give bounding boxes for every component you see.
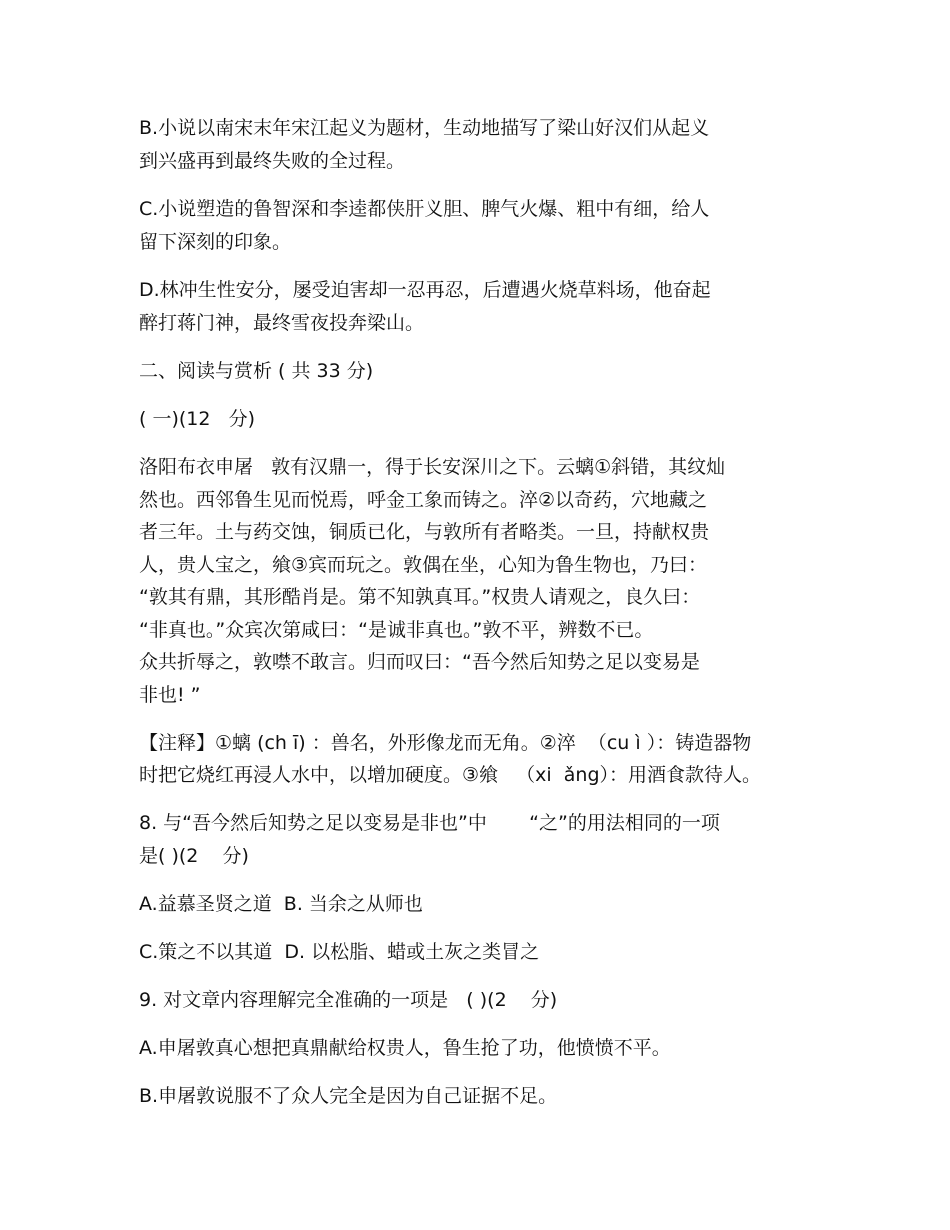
passage-line: 然也。西邻鲁生见而悦焉，呼金工象而铸之。淬②以奇药，穴地藏之 (139, 489, 708, 511)
passage-line: 洛阳布衣申屠 敦有汉鼎一，得于长安深川之下。云螭①斜错，其纹灿 (139, 456, 726, 478)
question-9-option-a: A.申屠敦真心想把真鼎献给权贵人，鲁生抢了功，他愤愤不平。 (139, 1037, 671, 1059)
question-8-options-cd: C.策之不以其道 D. 以松脂、蜡或土灰之类冒之 (139, 941, 540, 963)
passage-line: “非真也。”众宾次第咸曰：“是诚非真也。”敦不平，辨数不已。 (139, 619, 654, 641)
annotation-line: 【注释】①螭 (ch ī) ：兽名，外形像龙而无角。②淬 （cu ì ）：铸造器物 (139, 732, 752, 754)
subsection-heading: ( 一)(12 分) (139, 408, 255, 430)
option-d-line-2: 醉打蒋门神，最终雪夜投奔梁山。 (139, 312, 425, 334)
option-d-line-1: D.林冲生性安分，屡受迫害却一忍再忍，后遭遇火烧草料场，他奋起 (139, 279, 711, 301)
passage-line: “敦其有鼎，其形酷肖是。第不知孰真耳。”权贵人请观之，良久曰： (139, 586, 701, 608)
option-c-line-1: C.小说塑造的鲁智深和李逵都侠肝义胆、脾气火爆、粗中有细，给人 (139, 198, 710, 220)
question-8-stem-line-1: 8. 与“吾今然后知势之足以变易是非也”中 “之”的用法相同的一项 (139, 812, 720, 834)
passage-line: 众共折辱之，敦噤不敢言。归而叹曰：“吾今然后知势之足以变易是 (139, 651, 700, 673)
passage-line: 人，贵人宝之，飨③宾而玩之。敦偶在坐，心知为鲁生物也，乃曰： (139, 554, 708, 576)
passage-line: 非也! ” (139, 684, 201, 706)
option-c-line-2: 留下深刻的印象。 (139, 231, 292, 253)
question-8-options-ab: A.益慕圣贤之道 B. 当余之从师也 (139, 893, 423, 915)
option-b-line-1: B.小说以南宋末年宋江起义为题材，生动地描写了梁山好汉们从起义 (139, 117, 710, 139)
question-8-stem-line-2: 是( )(2 分) (139, 845, 249, 867)
question-9-option-b: B.申屠敦说服不了众人完全是因为自己证据不足。 (139, 1085, 558, 1107)
annotation-line: 时把它烧红再浸人水中，以增加硬度。③飨 （xi ǎng）：用酒食款待人。 (139, 764, 762, 786)
section-heading: 二、阅读与赏析 ( 共 33 分) (139, 360, 374, 382)
question-9-stem: 9. 对文章内容理解完全准确的一项是 ( )(2 分) (139, 989, 558, 1011)
option-b-line-2: 到兴盛再到最终失败的全过程。 (139, 150, 406, 172)
passage-line: 者三年。土与药交蚀，铜质已化，与敦所有者略类。一旦，持献权贵 (139, 521, 710, 543)
